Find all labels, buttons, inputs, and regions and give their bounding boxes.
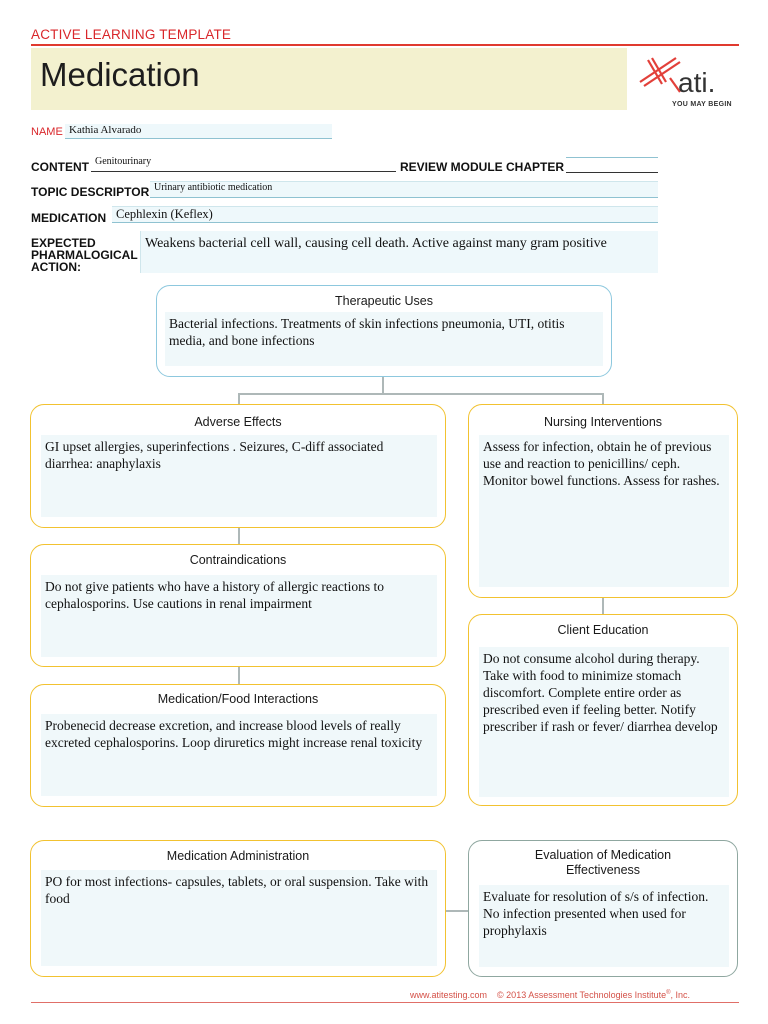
expected-label-line-2: PHARMALOGICAL <box>31 248 138 262</box>
adverse-effects-title: Adverse Effects <box>194 415 282 429</box>
content-label: CONTENT <box>31 160 89 174</box>
client-education-text[interactable]: Do not consume alcohol during therapy. Take with food to minimize stomach discomfort. Complete entire order as prescribed even if feeling better. Notify prescriber if rash or fever/ diarrhea develop <box>479 647 729 797</box>
evaluation-effectiveness-text[interactable]: Evaluate for resolution of s/s of infection. No infection presented when used for prophylaxis <box>479 885 729 967</box>
nursing-interventions-title: Nursing Interventions <box>543 415 663 429</box>
topic-descriptor-label: TOPIC DESCRIPTOR <box>31 185 150 199</box>
food-interactions-text[interactable]: Probenecid decrease excretion, and increase blood levels of really excreted cephalosporins. Loop diruretics might increase renal toxicity <box>41 714 437 796</box>
contraindications-text[interactable]: Do not give patients who have a history of allergic reactions to cephalosporins. Use cautions in renal impairment <box>41 575 437 657</box>
name-field[interactable]: Kathia Alvarado <box>65 124 332 139</box>
evaluation-effectiveness-title <box>469 848 737 878</box>
client-education-title: Client Education <box>557 623 649 637</box>
medication-administration-text[interactable]: PO for most infections- capsules, tablets, or oral suspension. Take with food <box>41 870 437 966</box>
expected-label-line-1: EXPECTED <box>31 236 96 250</box>
evaluation-effectiveness-box <box>468 840 738 977</box>
footer-rule <box>31 1002 739 1003</box>
contraindications-box <box>30 544 446 667</box>
nursing-interventions-box <box>468 404 738 598</box>
food-interactions-title: Medication/Food Interactions <box>157 692 319 706</box>
expected-action-label <box>31 237 138 273</box>
expected-label-line-3: ACTION: <box>31 260 81 274</box>
footer-text <box>410 990 690 1000</box>
connector-line <box>238 393 603 395</box>
evaluation-title-line-2: Effectiveness <box>565 863 641 877</box>
topic-descriptor-field[interactable]: Urinary antibiotic medication <box>150 181 658 198</box>
evaluation-title-line-1: Evaluation of Medication <box>534 848 672 862</box>
medication-label: MEDICATION <box>31 211 107 225</box>
nursing-interventions-text[interactable]: Assess for infection, obtain he of previous use and reaction to penicillins/ ceph. Monitor bowel functions. Assess for rashes. <box>479 435 729 587</box>
content-field[interactable]: Genitourinary <box>91 156 396 172</box>
therapeutic-uses-title: Therapeutic Uses <box>335 294 433 308</box>
medication-field[interactable]: Cephlexin (Keflex) <box>112 206 658 223</box>
review-chapter-label: REVIEW MODULE CHAPTER <box>400 160 565 174</box>
ati-logo-icon <box>636 52 740 102</box>
logo-tagline: YOU MAY BEGIN <box>672 101 732 108</box>
header-rule <box>31 44 739 46</box>
footer-copyright: © 2013 Assessment Technologies Institute <box>497 990 667 1000</box>
medication-administration-box <box>30 840 446 977</box>
connector-line <box>602 597 604 614</box>
page-title: Medication <box>40 56 200 93</box>
therapeutic-uses-text[interactable]: Bacterial infections. Treatments of skin infections pneumonia, UTI, otitis media, and bone infections <box>165 312 603 366</box>
client-education-box <box>468 614 738 806</box>
contraindications-title: Contraindications <box>189 553 287 567</box>
food-interactions-box <box>30 684 446 807</box>
adverse-effects-box <box>30 404 446 528</box>
footer-url[interactable]: www.atitesting.com <box>410 990 488 1000</box>
template-label: ACTIVE LEARNING TEMPLATE <box>31 27 232 42</box>
connector-line <box>238 666 240 684</box>
expected-action-field[interactable]: Weakens bacterial cell wall, causing cell death. Active against many gram positive <box>140 231 658 273</box>
adverse-effects-text[interactable]: GI upset allergies, superinfections . Seizures, C-diff associated diarrhea: anaphylaxis <box>41 435 437 517</box>
therapeutic-uses-box <box>156 285 612 377</box>
logo-wordmark: ati. <box>678 67 716 98</box>
connector-line <box>382 376 384 394</box>
footer-suffix: , Inc. <box>670 990 691 1000</box>
connector-line <box>446 910 468 912</box>
review-chapter-field[interactable] <box>566 157 658 173</box>
footer-registered-mark: ® <box>666 990 671 996</box>
name-label: NAME <box>31 126 63 138</box>
connector-line <box>238 527 240 545</box>
medication-administration-title: Medication Administration <box>166 849 310 863</box>
